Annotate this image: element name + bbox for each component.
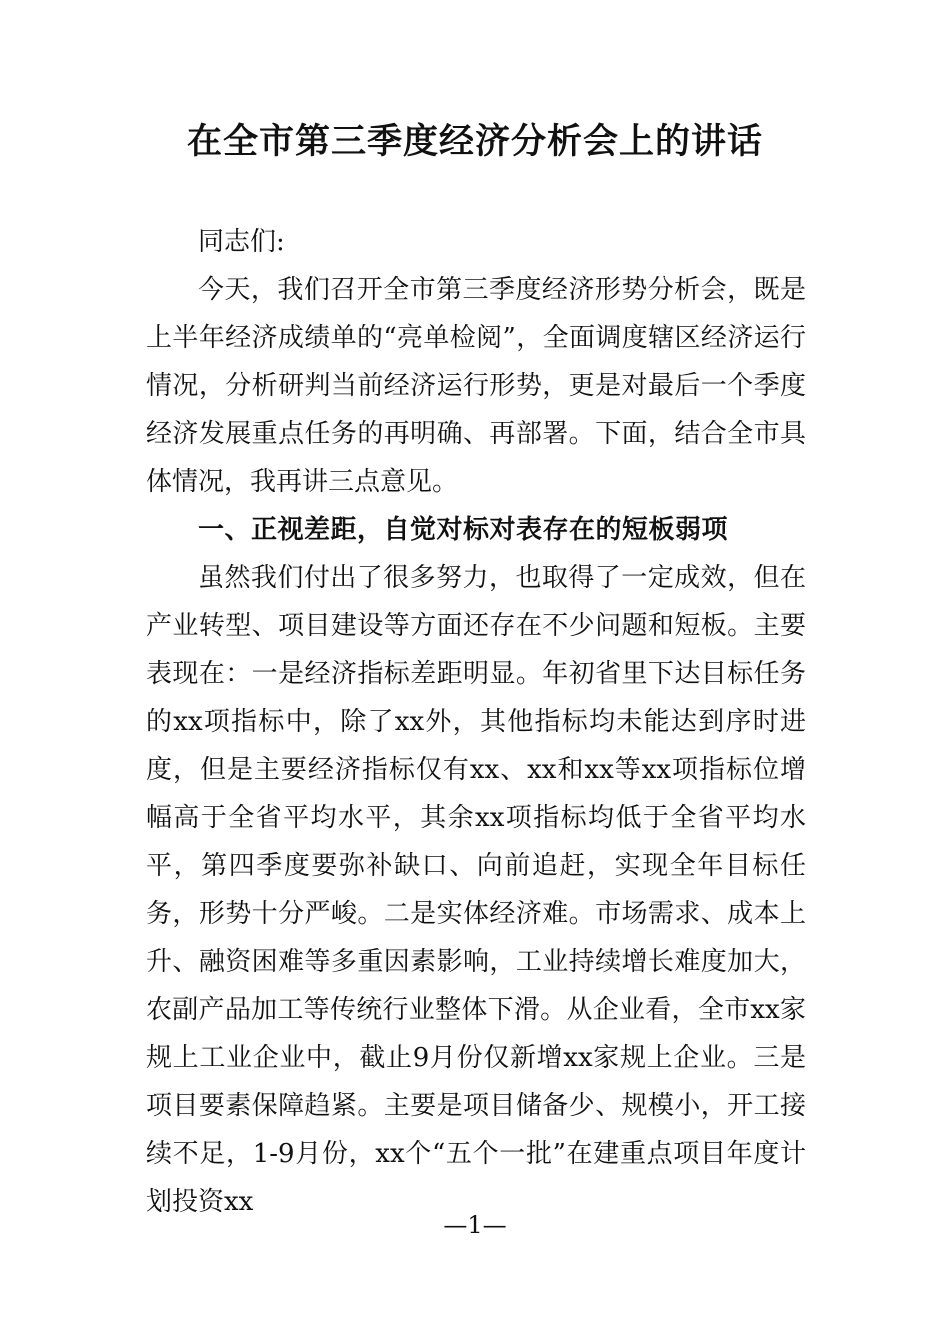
paragraph-body: 虽然我们付出了很多努力，也取得了一定成效，但在产业转型、项目建设等方面还存在不少问题和短板。主要表现在：一是经济指标差距明显。年初省里下达目标任务的xx项指标中，除了xx外，其他指标均未能达到序时进度，但是主要经济指标仅有xx、xx和xx等xx项指标位增幅高于全省平均水平，其余xx项指标均低于全省平均水平，第四季度要弥补缺口、向前追赶，实现全年目标任务，形势十分严峻。二是实体经济难。市场需求、成本上升、融资困难等多重因素影响，工业持续增长难度加大，农副产品加工等传统行业整体下滑。从企业看，全市xx家规上工业企业中，截止9月份仅新增xx家规上企业。三是项目要素保障趋紧。主要是项目储备少、规模小，开工接续不足，1-9月份，xx个“五个一批”在建重点项目年度计划投资xx [146, 563, 806, 1217]
section-heading: 一、正视差距，自觉对标对表存在的短板弱项 [198, 515, 729, 545]
document-title: 在全市第三季度经济分析会上的讲话 [186, 121, 763, 162]
paragraph-intro: 今天，我们召开全市第三季度经济形势分析会，既是上半年经济成绩单的“亮单检阅”，全面调度辖区经济运行情况，分析研判当前经济运行形势，更是对最后一个季度经济发展重点任务的再明确、再部署。下面，结合全市具体情况，我再讲三点意见。 [146, 275, 806, 497]
salutation: 同志们: [198, 227, 285, 257]
document-body [146, 218, 806, 1226]
page-number: —1— [443, 1211, 507, 1239]
